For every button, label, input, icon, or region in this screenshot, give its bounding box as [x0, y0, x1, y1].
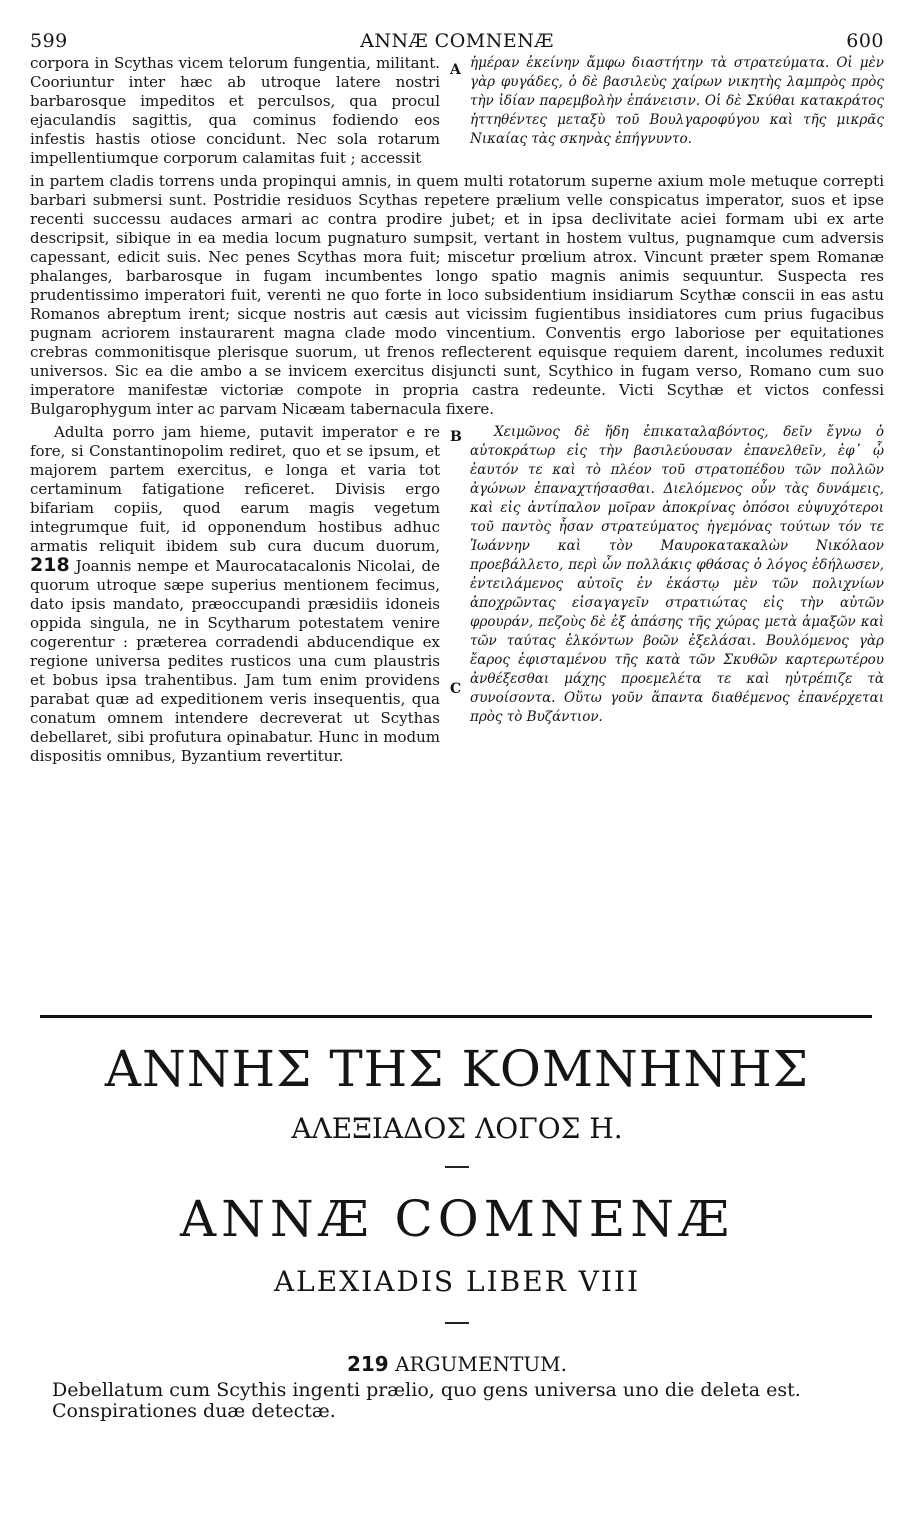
marker-b: B	[450, 429, 462, 445]
argument-text: Debellatum cum Scythis ingenti prælio, quo gens universa uno die deleta est. Conspirationes duæ detectæ.	[52, 1379, 801, 1422]
greek-column-b: Χειμῶνος δὲ ἤδη ἐπικαταλαβόντος, δεῖν ἔγνω ὁ αὐτοκράτωρ εἰς τὴν βασιλεύουσαν ἐπανελθεῖν, ἐφ᾽ ᾧ ἑαυτόν τε καὶ τὸ πλέον τοῦ στρατοπέδου τῶν πολλῶν ἀγώνων ἐπαναχτήσασθαι. Διελόμενος οὖν τὰς δυνάμεις, καὶ εἰς ἀντίπαλον μοῖραν ἀποκρίνας ὁπόσοι εὐψυχότεροι τοῦ παντὸς ἦσαν στρατεύματος ἡγεμόνας τούτων τόν τε Ἰωάννην καὶ τὸν Μαυροκατακαλὼν Νικόλαον προεβάλλετο, περὶ ὧν πολλάκις φθάσας ὁ λόγος ἐδήλωσεν, ἐντειλάμενος αὐτοῖς ἐν ἑκάστῳ μὲν τῶν πολιχνίων ἀποχρῶντας εἰσαγαγεῖν στρατιώτας εἰς τὴν αὐτῶν φρουράν, πεζοὺς δὲ ἐξ ἁπάσης τῆς χώρας μετὰ ἁμαξῶν καὶ τῶν ταύτας ἑλκόντων βοῶν ἐξελάσαι. Βουλόμενος γὰρ ἔαρος ἐφισταμένου τῆς κατὰ τῶν Σκυθῶν καρτερωτέρου ἀνθέξεσθαι μάχης προεμελέτα τε καὶ ηὐτρέπιζε τὰ συνοίσοντα. Οὕτω γοῦν ἅπαντα διαθέμενος ἐπανέρχεται πρὸς τὸ Βυζάντιον.	[470, 424, 884, 725]
latin-column-b	[30, 423, 440, 766]
latin-column-a: corpora in Scythas vicem telorum fungentia, militant. Cooriuntur inter hæc ab utroque latere nostri barbarosque impeditos et perculsos, qua procul ejaculandis sagittis, qua cominus fodiendo eos infestis hastis otiose concidunt. Nec sola rotarum impellentiumque corporum calamitas fuit ; accessit	[30, 54, 440, 167]
argument-label: ARGUMENTUM.	[395, 1352, 568, 1376]
greek-book-title: ΑΛΕΞΙΑΔΟΣ ΛΟΓΟΣ Η.	[291, 1112, 623, 1145]
running-title: ANNÆ COMNENÆ	[360, 30, 554, 52]
latin-b-part1: Adulta porro jam hieme, putavit imperator e re fore, si Constantinopolim rediret, quo et se ipsum, et majorem partem exercitus, e longa et varia tot certaminum fatigatione reficeret. Divisis ergo bifariam copiis, quod earum magis vegetum integrumque fuit, id opponendum hostibus adhuc armatis reliquit ibidem sub cura ducum duorum,	[30, 423, 440, 555]
page-header	[30, 30, 884, 54]
marker-a: A	[450, 62, 461, 78]
latin-b-part2: Joannis nempe et Maurocatacalonis Nicolai, de quorum utroque sæpe superius mentionem fecimus, dato ipsis mandato, præoccupandi præsidiis idoneis oppida singula, ne in Scytharum potestatem venire cogerentur : præterea corradendi abducendique ex regione universa pedites rusticos una cum plaustris et bobus ipsa trahentibus. Jam tum enim providens parabat quæ ad expeditionem veris insequentis, qua conatum omnem intendere decreverat ut Scythas debellaret, sibi profutura opinabatur. Hunc in modum dispositis omnibus, Byzantium revertitur.	[30, 557, 440, 765]
marker-c: C	[450, 681, 462, 697]
title-dash-1	[445, 1166, 469, 1168]
page-body	[30, 30, 884, 766]
left-page-number: 599	[30, 30, 68, 52]
page-marker-219: 219	[346, 1352, 389, 1376]
argument-heading	[0, 1352, 914, 1376]
latin-book-title: ALEXIADIS LIBER VIII	[273, 1265, 641, 1298]
right-page-number: 600	[846, 30, 884, 52]
title-dash-2	[445, 1322, 469, 1324]
section-b	[30, 423, 884, 766]
latin-fulltext: in partem cladis torrens unda propinqui amnis, in quem multi rotatorum superne axium mole metuque correpti barbari submersi sunt. Postridie residuos Scythas repetere prælium velle conspicatus imperator, suos et ipse recenti successu audaces armari ac contra prodire jubet; et in ipsa declivitate aciei formam ubi ex arte descripsit, sibique in ea media locum pugnaturo sumpsit, vertant in hostem vultus, pugnamque cum adversis capessant, edicit suis. Nec penes Scythas mora fuit; miscetur prœlium atrox. Vincunt præter spem Romanæ phalanges, barbarosque in fugam incumbentes longo spatio magnis animis sequuntur. Suspecta res prudentissimo imperatori fuit, verenti ne quo forte in loco subsidentium insidiarum Scythæ conscii in eas astu Romanos abreptum irent; sicque nostris aut cæsis aut vicissim fugientibus insidiatores cum prius fugacibus pugnam acriorem instaurarent magna clade modo vincentium. Conventis ergo laboriose per equitationes crebras commonitisque plerisque suorum, ut frenos reflecterent equisque requiem darent, incolumes reduxit universos. Sic ea die ambo a se invicem exercitus disjuncti sunt, Scythico in fugam verso, Romano cum suo imperatore manifestæ victoriæ compote in propria castra redeunte. Victi Scythæ et victos confessi Bulgarophygum inter ac parvam Nicæam tabernacula fixere.	[30, 172, 884, 418]
greek-main-title: ΑΝΝΗΣ ΤΗΣ ΚΟΜΝΗΝΗΣ	[104, 1040, 810, 1098]
section-divider	[40, 1015, 872, 1018]
page-marker-218: 218	[30, 554, 70, 576]
greek-column-a: ἡμέραν ἐκείνην ἄμφω διαστήτην τὰ στρατεύματα. Οἱ μὲν γὰρ φυγάδες, ὁ δὲ βασιλεὺς χαίρων νικητὴς λαμπρὸς πρὸς τὴν ἰδίαν παρεμβολὴν ἐπάνεισιν. Οἱ δὲ Σκύθαι κατακράτος ἡττηθέντες μεταξὺ τοῦ Βουλγαροφύγου καὶ τῆς μικρᾶς Νικαίας τὰς σκηνὰς ἐπήγνυντο.	[470, 55, 884, 147]
section-a	[30, 54, 884, 172]
latin-main-title: ANNÆ COMNENÆ	[179, 1190, 735, 1248]
